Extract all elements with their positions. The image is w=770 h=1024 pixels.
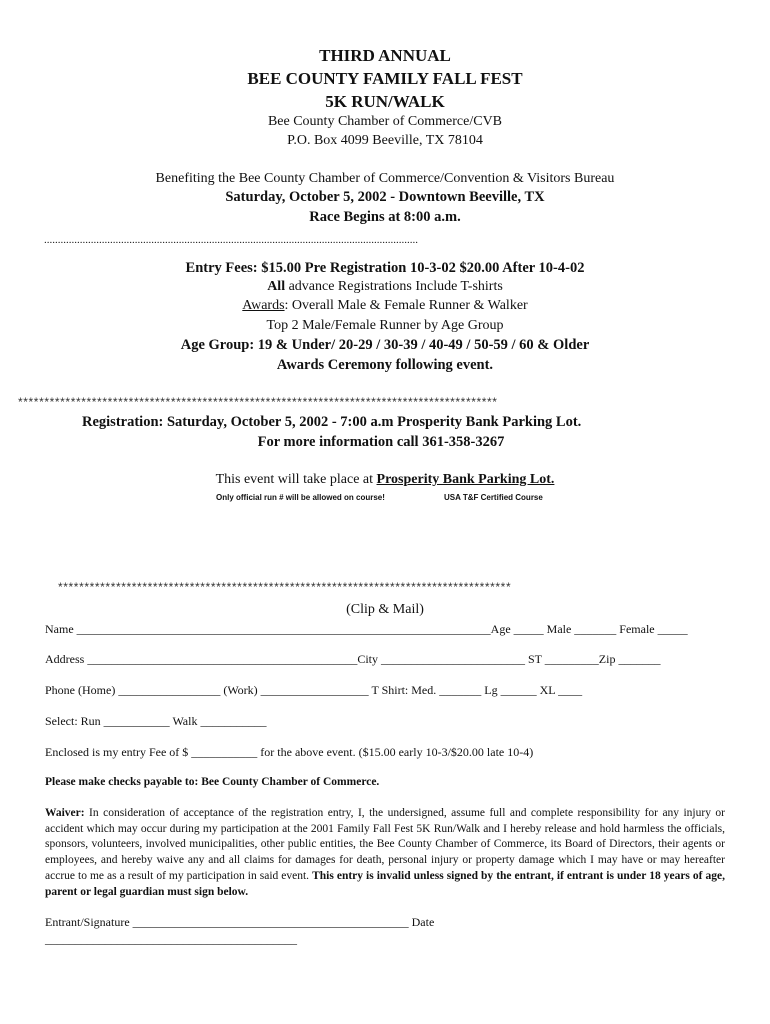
- waiver-text: In consideration of acceptance of the registration entry, I, the undersigned, assume full and complete responsibility for any injury or accident which may occur during my participation at the 2001 Family Fall Fest 5K Run/Walk and I hereby release and hold harmless the officials, sponsors, volunteers, involved municipalities, other public entities, the Bee County Chamber of Commerce, its Board of Directors, their agents or employees, and hereby waive any and all claims for damages for death, personal injury or property damage which I may have or may hereafter accrue to me as a result of my participation in said event.: [45, 807, 725, 882]
- title-line-1: THIRD ANNUAL: [319, 46, 451, 65]
- top-two-line: Top 2 Male/Female Runner by Age Group: [266, 318, 504, 333]
- mailing-address: P.O. Box 4099 Beeville, TX 78104: [287, 133, 483, 148]
- select-run-walk-line: Select: Run ___________ Walk ___________: [45, 714, 267, 728]
- waiver-bold-text: This entry is invalid unless signed by the entrant, if entrant is under 18 years of age, parent or legal guardian must sign below.: [45, 869, 725, 898]
- info-line: For more information call 361-358-3267: [257, 434, 505, 450]
- waiver-label: Waiver:: [45, 807, 85, 819]
- tshirt-note: [0, 279, 770, 295]
- checks-payable: Please make checks payable to: Bee County Chamber of Commerce.: [45, 776, 380, 788]
- clip-and-mail: (Clip & Mail): [346, 602, 424, 617]
- benefit-line: Benefiting the Bee County Chamber of Commerce/Convention & Visitors Bureau: [155, 171, 615, 186]
- location-place: Prosperity Bank Parking Lot.: [376, 472, 555, 487]
- age-group-line: Age Group: 19 & Under/ 20-29 / 30-39 / 40-49 / 50-59 / 60 & Older: [180, 337, 590, 353]
- ceremony-line: Awards Ceremony following event.: [276, 357, 494, 373]
- star-divider-top: *******************************************************************************************: [18, 395, 498, 409]
- signature-line: Entrant/Signature ______________________________________________ Date: [45, 915, 435, 929]
- title-line-2: BEE COUNTY FAMILY FALL FEST: [247, 69, 523, 88]
- event-location-line: [0, 472, 770, 488]
- all-label: All: [267, 279, 286, 294]
- tshirt-text: advance Registrations Include T-shirts: [285, 279, 503, 294]
- awards-label: Awards: [242, 298, 285, 313]
- waiver-paragraph: [45, 806, 725, 900]
- awards-line: [0, 298, 770, 314]
- name-field-line: Name _____________________________________________________________________Age _____ Male _______ Female _____: [45, 622, 688, 636]
- signature-line-continued: __________________________________________: [45, 932, 297, 946]
- entry-fee-line: Enclosed is my entry Fee of $ ___________ for the above event. ($15.00 early 10-3/$20.00 late 10-4): [45, 745, 534, 759]
- entry-fees: Entry Fees: $15.00 Pre Registration 10-3-02 $20.00 After 10-4-02: [185, 260, 585, 276]
- star-divider-bottom: **************************************************************************************: [58, 580, 512, 594]
- registration-line: Registration: Saturday, October 5, 2002 - 7:00 a.m Prosperity Bank Parking Lot.: [82, 414, 582, 430]
- address-field-line: Address _____________________________________________City ________________________ ST _________Zip _______: [45, 652, 661, 666]
- race-time: Race Begins at 8:00 a.m.: [309, 209, 461, 225]
- certified-course-note: USA T&F Certified Course: [444, 493, 543, 502]
- phone-field-line: Phone (Home) _________________ (Work) __________________ T Shirt: Med. _______ Lg ______ XL ____: [45, 683, 583, 697]
- awards-text: : Overall Male & Female Runner & Walker: [284, 298, 528, 313]
- official-run-note: Only official run # will be allowed on course!: [216, 493, 385, 502]
- organization: Bee County Chamber of Commerce/CVB: [267, 114, 503, 129]
- title-line-3: 5K RUN/WALK: [325, 92, 445, 111]
- dotted-divider: ........................................................................................................................................: [44, 234, 418, 246]
- location-prefix: This event will take place at: [215, 472, 377, 487]
- event-date-line: Saturday, October 5, 2002 - Downtown Beeville, TX: [225, 189, 545, 205]
